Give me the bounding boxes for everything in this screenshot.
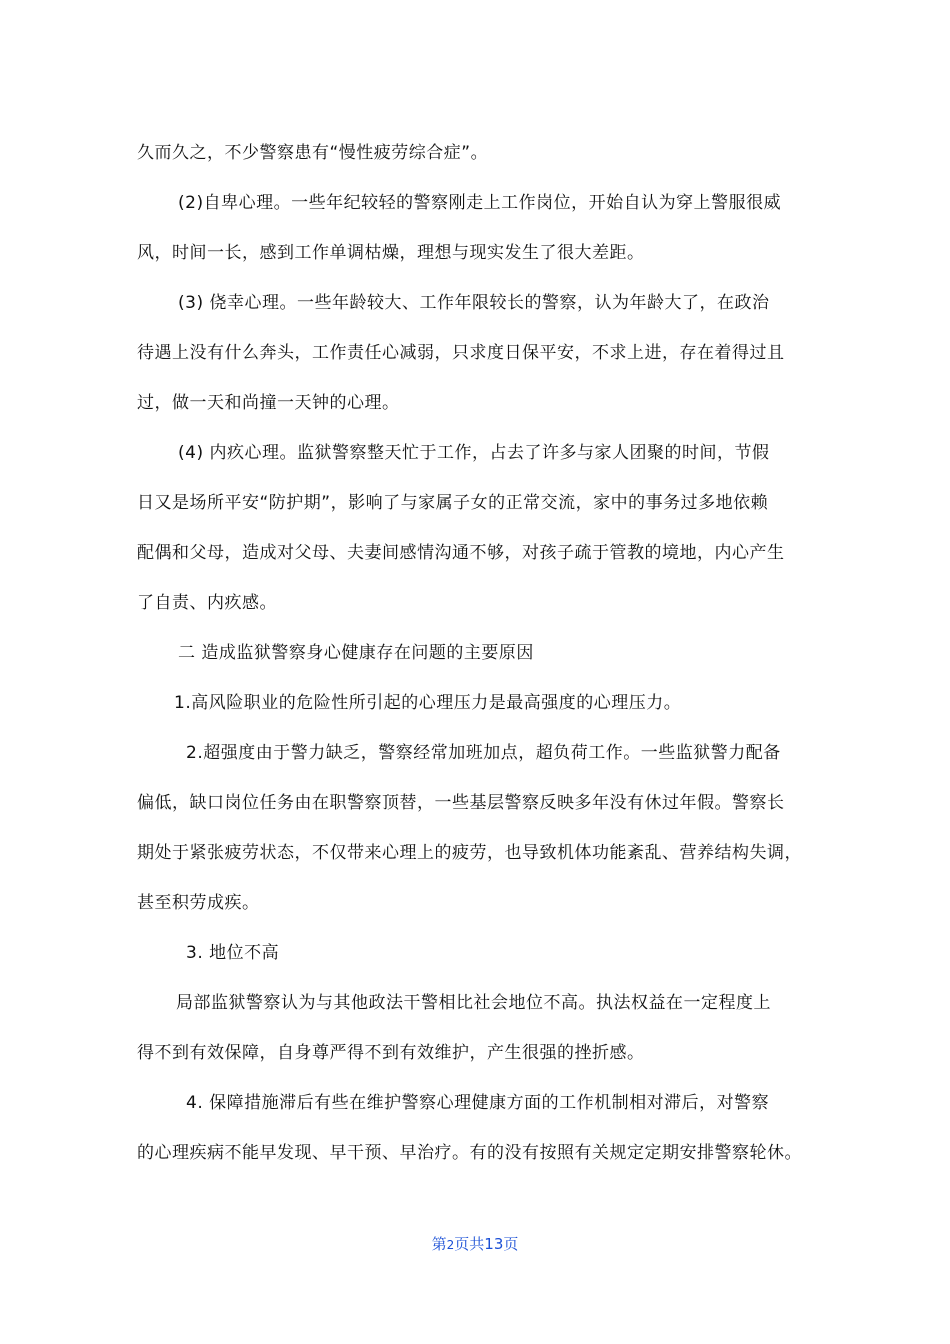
text-line: 日又是场所平安“防护期”，影响了与家属子女的正常交流，家中的事务过多地依赖 (137, 493, 769, 513)
page-footer (0, 1233, 950, 1254)
footer-page-number: 2 (446, 1238, 455, 1252)
text-line: 待遇上没有什么奔头，工作责任心减弱，只求度日保平安，不求上进，存在着得过且 (137, 343, 785, 363)
footer-total-pages: 13 (484, 1235, 504, 1253)
text-line: 配偶和父母，造成对父母、夫妻间感情沟通不够，对孩子疏于管教的境地，内心产生 (137, 543, 785, 563)
text-line: (2)自卑心理。一些年纪较轻的警察刚走上工作岗位，开始自认为穿上警服很威 (178, 193, 782, 213)
text-line: 2.超强度由于警力缺乏，警察经常加班加点，超负荷工作。一些监狱警力配备 (186, 743, 781, 763)
text-line: 4. 保障措施滞后有些在维护警察心理健康方面的工作机制相对滞后，对警察 (186, 1093, 770, 1113)
text-line: 甚至积劳成疾。 (137, 893, 260, 913)
section-heading: 二 造成监狱警察身心健康存在问题的主要原因 (178, 643, 534, 663)
text-line: (4) 内疚心理。监狱警察整天忙于工作，占去了许多与家人团聚的时间，节假 (178, 443, 770, 463)
text-line: 过，做一天和尚撞一天钟的心理。 (137, 393, 400, 413)
text-line: 偏低，缺口岗位任务由在职警察顶替，一些基层警察反映多年没有休过年假。警察长 (137, 793, 785, 813)
footer-suffix: 页 (503, 1235, 519, 1253)
footer-prefix: 第 (431, 1235, 447, 1253)
text-line: 的心理疾病不能早发现、早干预、早治疗。有的没有按照有关规定定期安排警察轮休。 (137, 1143, 802, 1163)
subsection-heading: 3. 地位不高 (186, 943, 280, 963)
text-line: 1.高风险职业的危险性所引起的心理压力是最高强度的心理压力。 (174, 693, 682, 713)
text-line: 期处于紧张疲劳状态，不仅带来心理上的疲劳，也导致机体功能紊乱、营养结构失调， (137, 843, 802, 863)
text-line: 得不到有效保障，自身尊严得不到有效维护，产生很强的挫折感。 (137, 1043, 645, 1063)
text-line: 了自责、内疚感。 (137, 593, 277, 613)
footer-middle: 页共 (454, 1235, 485, 1253)
text-line: 久而久之，不少警察患有“慢性疲劳综合症”。 (137, 143, 489, 163)
text-line: (3) 侥幸心理。一些年龄较大、工作年限较长的警察，认为年龄大了，在政治 (178, 293, 770, 313)
text-line: 风，时间一长，感到工作单调枯燥，理想与现实发生了很大差距。 (137, 243, 645, 263)
text-line: 局部监狱警察认为与其他政法干警相比社会地位不高。执法权益在一定程度上 (176, 993, 771, 1013)
